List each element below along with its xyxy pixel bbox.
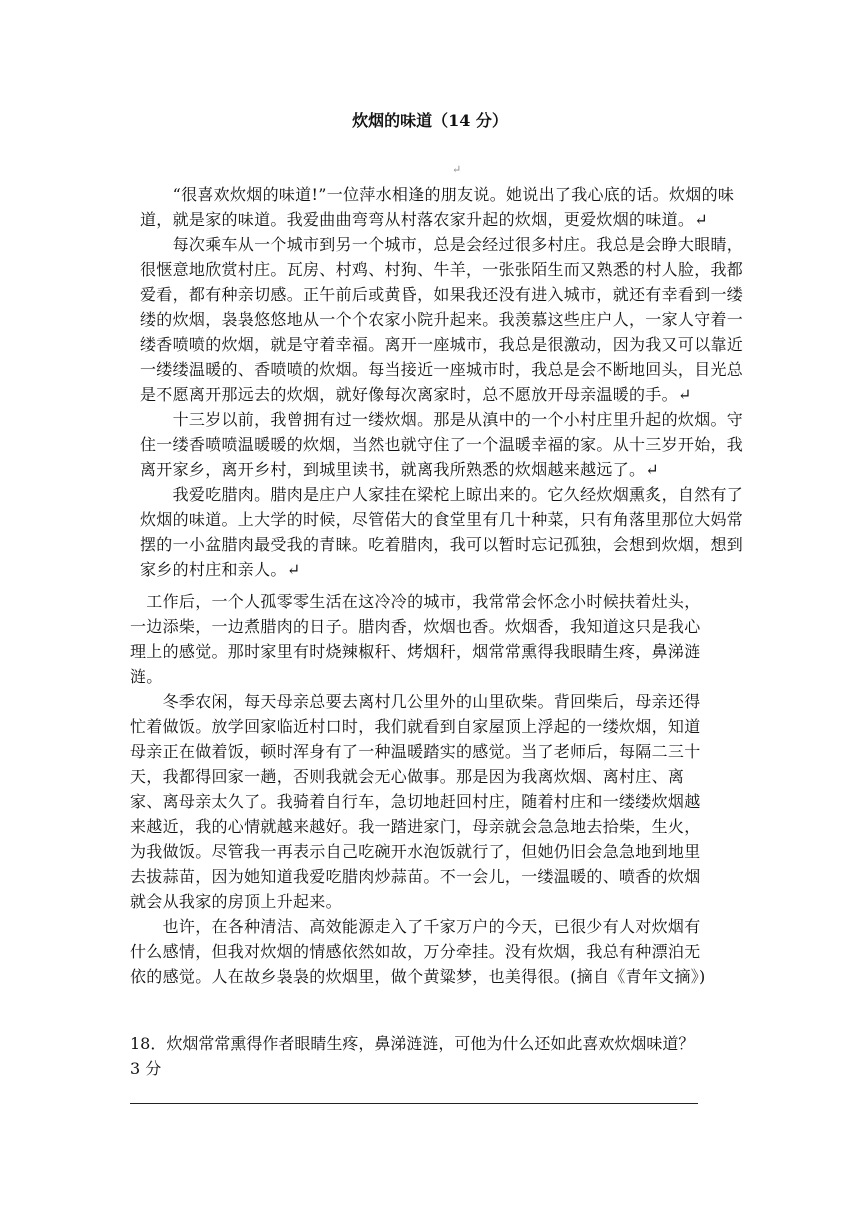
text-line: 就会从我家的房顶上升起来。 xyxy=(130,892,342,911)
text-line: 一缕缕温暖的、香喷喷的炊烟。每当接近一座城市时，我总是会不断地回头，目光总 xyxy=(140,360,744,379)
text-line: 家乡的村庄和亲人。↵ xyxy=(140,560,301,579)
text-line: 摆的一小盆腊肉最受我的青睐。吃着腊肉，我可以暂时忘记孤独，会想到炊烟，想到 xyxy=(140,535,744,554)
text-line: 是不愿离开那远去的炊烟，就好像每次离家时，总不愿放开母亲温暖的手。↵ xyxy=(140,385,692,404)
text-line: 道，就是家的味道。我爱曲曲弯弯从村落农家升起的炊烟，更爱炊烟的味道。↵ xyxy=(140,210,708,229)
text-line: 炊烟的味道。上大学的时候，尽管偌大的食堂里有几十种菜，只有角落里那位大妈常 xyxy=(140,510,744,529)
question-18-score: 3 分 xyxy=(130,1059,162,1078)
text-line: 工作后，一个人孤零零生活在这冷冷的城市，我常常会怀念小时候扶着灶头， xyxy=(130,592,701,611)
text-line: 缕的炊烟，袅袅悠悠地从一个个农家小院升起来。我羡慕这些庄户人，一家人守着一 xyxy=(140,310,744,329)
text-line: 缕香喷喷的炊烟，就是守着幸福。离开一座城市，我总是很激动，因为我又可以靠近 xyxy=(140,335,744,354)
question-18: 18．炊烟常常熏得作者眼睛生疼，鼻涕涟涟，可他为什么还如此喜欢炊烟味道？ xyxy=(130,1034,695,1053)
text-line: 我爱吃腊肉。腊肉是庄户人家挂在梁柁上晾出来的。它久经炊烟熏炙，自然有了 xyxy=(140,485,744,504)
text-line: 一边添柴，一边煮腊肉的日子。腊肉香，炊烟也香。炊烟香，我知道这只是我心 xyxy=(130,617,701,636)
article-section-1 xyxy=(140,182,743,582)
text-line: 天，我都得回家一趟，否则我就会无心做事。那是因为我离炊烟、离村庄、离 xyxy=(130,767,685,786)
text-line: 也许，在各种清洁、高效能源走入了千家万户的今天，已很少有人对炊烟有 xyxy=(130,917,701,936)
answer-line[interactable] xyxy=(130,1103,698,1104)
text-line: 来越近，我的心情就越来越好。我一踏进家门，母亲就会急急地去拾柴，生火， xyxy=(130,817,701,836)
article-title: 炊烟的味道（14 分） xyxy=(352,111,508,130)
text-line: 为我做饭。尽管我一再表示自己吃碗开水泡饭就行了，但她仍旧会急急地到地里 xyxy=(130,842,701,861)
text-line: 住一缕香喷喷温暖暖的炊烟，当然也就守住了一个温暖幸福的家。从十三岁开始，我 xyxy=(140,435,744,454)
text-line: 理上的感觉。那时家里有时烧辣椒秆、烤烟秆，烟常常熏得我眼睛生疼，鼻涕涟 xyxy=(130,642,701,661)
paragraph-mark: ↵ xyxy=(452,163,462,176)
text-line: 很惬意地欣赏村庄。瓦房、村鸡、村狗、牛羊，一张张陌生而又熟悉的村人脸，我都 xyxy=(140,260,744,279)
text-line: “很喜欢炊烟的味道!”一位萍水相逢的朋友说。她说出了我心底的话。炊烟的味 xyxy=(140,185,735,204)
text-line: 十三岁以前，我曾拥有过一缕炊烟。那是从滇中的一个小村庄里升起的炊烟。守 xyxy=(140,410,744,429)
text-line: 去拔蒜苗，因为她知道我爱吃腊肉炒蒜苗。不一会儿，一缕温暖的、喷香的炊烟 xyxy=(130,867,701,886)
text-line: 冬季农闲，每天母亲总要去离村几公里外的山里砍柴。背回柴后，母亲还得 xyxy=(130,692,701,711)
text-line: 爱看，都有种亲切感。正午前后或黄昏，如果我还没有进入城市，就还有幸看到一缕 xyxy=(140,285,744,304)
text-line: 忙着做饭。放学回家临近村口时，我们就看到自家屋顶上浮起的一缕炊烟，知道 xyxy=(130,717,701,736)
text-line: 每次乘车从一个城市到另一个城市，总是会经过很多村庄。我总是会睁大眼睛， xyxy=(140,235,744,254)
text-line: 家、离母亲太久了。我骑着自行车，急切地赶回村庄，随着村庄和一缕缕炊烟越 xyxy=(130,792,701,811)
text-line: 离开家乡，离开乡村，到城里读书，就离我所熟悉的炊烟越来越远了。↵ xyxy=(140,460,660,479)
text-line: 依的感觉。人在故乡袅袅的炊烟里，做个黄粱梦，也美得很。(摘自《青年文摘》) xyxy=(130,967,706,986)
article-section-2 xyxy=(130,589,706,989)
text-line: 什么感情，但我对炊烟的情感依然如故，万分牵挂。没有炊烟，我总有种漂泊无 xyxy=(130,942,701,961)
text-line: 涟。 xyxy=(130,667,163,686)
text-line: 母亲正在做着饭，顿时浑身有了一种温暖踏实的感觉。当了老师后，每隔二三十 xyxy=(130,742,701,761)
